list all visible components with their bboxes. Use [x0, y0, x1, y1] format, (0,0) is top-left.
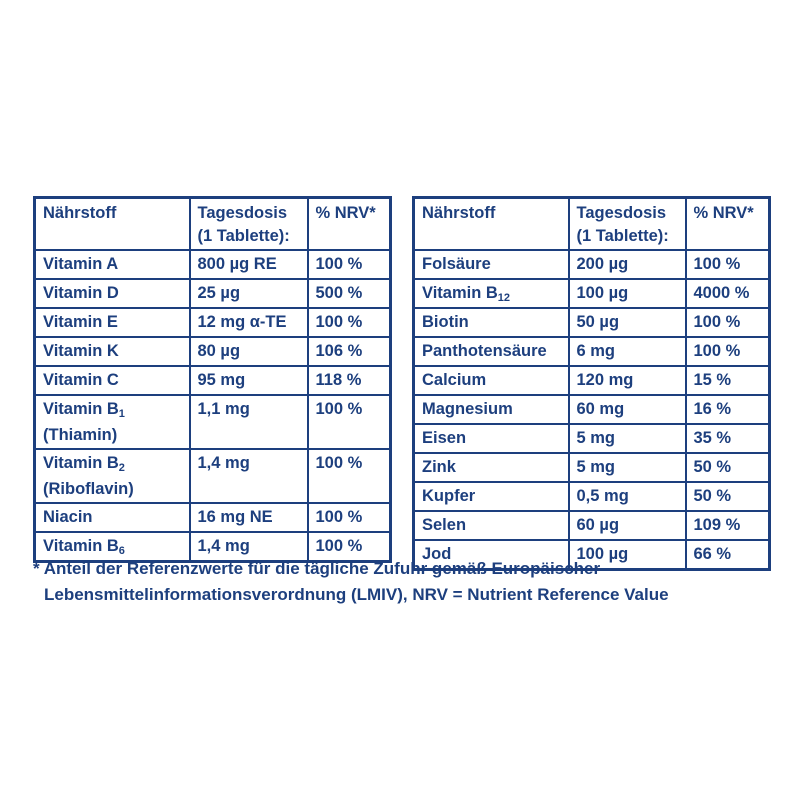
nutrient-name: Calcium	[414, 366, 569, 395]
table-row	[414, 308, 770, 337]
nutrient-name: Vitamin K	[35, 337, 190, 366]
nrv-percent: 4000 %	[686, 279, 770, 308]
nrv-percent: 100 %	[686, 308, 770, 337]
table-row	[414, 453, 770, 482]
table-row	[414, 279, 770, 308]
nutrient-name: Vitamin $B_{12}$	[414, 279, 569, 308]
nrv-percent: 50 %	[686, 453, 770, 482]
nutrient-name: Eisen	[414, 424, 569, 453]
table-row	[414, 482, 770, 511]
nutrient-name: Vitamin E	[35, 308, 190, 337]
nrv-percent: 16 %	[686, 395, 770, 424]
table-row	[35, 250, 391, 279]
daily-dose: 1,1 mg	[190, 395, 308, 449]
daily-dose: 0,5 mg	[569, 482, 686, 511]
footnote-line1: * Anteil der Referenzwerte für die tägliche Zufuhr gemäß Europäischer	[33, 559, 601, 578]
daily-dose: 800 µg RE	[190, 250, 308, 279]
nutrient-name: Zink	[414, 453, 569, 482]
daily-dose: 6 mg	[569, 337, 686, 366]
daily-dose: 120 mg	[569, 366, 686, 395]
nrv-percent: 109 %	[686, 511, 770, 540]
daily-dose: 100 µg	[569, 540, 686, 570]
daily-dose: 12 mg α-TE	[190, 308, 308, 337]
daily-dose: 5 mg	[569, 424, 686, 453]
footnote-line2: Lebensmittelinformationsverordnung (LMIV), NRV = Nutrient Reference Value	[44, 585, 669, 604]
daily-dose: 100 µg	[569, 279, 686, 308]
daily-dose: 5 mg	[569, 453, 686, 482]
header-daily-dose	[569, 198, 686, 250]
nutrient-name: Niacin	[35, 503, 190, 532]
header-daily-dose-line1: Tagesdosis	[576, 204, 667, 222]
nutrient-name-line1: Vitamin $B_1$	[43, 399, 125, 420]
nrv-percent: 66 %	[686, 540, 770, 570]
table-row	[414, 250, 770, 279]
header-daily-dose-line2: (1 Tablette):	[197, 227, 290, 245]
nutrient-name-line2: (Thiamin)	[43, 425, 118, 444]
header-nrv: % NRV*	[308, 198, 391, 250]
nutrient-name: Jod	[414, 540, 569, 570]
nutrient-name: Folsäure	[414, 250, 569, 279]
table-row	[35, 449, 391, 503]
table-header-row	[414, 198, 770, 250]
daily-dose: 16 mg NE	[190, 503, 308, 532]
daily-dose: 60 mg	[569, 395, 686, 424]
nutrient-name: Vitamin $B_6$	[35, 532, 190, 562]
nutrient-name: Vitamin D	[35, 279, 190, 308]
nutrient-name: Kupfer	[414, 482, 569, 511]
header-daily-dose	[190, 198, 308, 250]
table-row	[35, 395, 391, 449]
nrv-percent: 100 %	[686, 250, 770, 279]
nrv-percent: 500 %	[308, 279, 391, 308]
daily-dose: 25 µg	[190, 279, 308, 308]
daily-dose: 50 µg	[569, 308, 686, 337]
header-daily-dose-line2: (1 Tablette):	[576, 227, 669, 245]
nrv-percent: 35 %	[686, 424, 770, 453]
nrv-percent: 50 %	[686, 482, 770, 511]
daily-dose: 1,4 mg	[190, 532, 308, 562]
nutrition-table-right	[412, 196, 771, 571]
footnote	[33, 556, 773, 608]
nrv-percent: 118 %	[308, 366, 391, 395]
header-nutrient: Nährstoff	[35, 198, 190, 250]
nutrient-name: Vitamin A	[35, 250, 190, 279]
daily-dose: 1,4 mg	[190, 449, 308, 503]
nutrient-name: Selen	[414, 511, 569, 540]
daily-dose: 95 mg	[190, 366, 308, 395]
header-daily-dose-line1: Tagesdosis	[197, 204, 288, 222]
daily-dose: 200 µg	[569, 250, 686, 279]
table-header-row	[35, 198, 391, 250]
nrv-percent: 100 %	[308, 532, 391, 562]
nutrient-name-line2: (Riboflavin)	[43, 479, 134, 498]
table-row	[414, 424, 770, 453]
daily-dose: 60 µg	[569, 511, 686, 540]
nutrient-name: Magnesium	[414, 395, 569, 424]
header-nutrient: Nährstoff	[414, 198, 569, 250]
header-nrv: % NRV*	[686, 198, 770, 250]
nutrient-name: Biotin	[414, 308, 569, 337]
nutrient-name	[35, 449, 190, 503]
nrv-percent: 100 %	[686, 337, 770, 366]
table-row	[35, 503, 391, 532]
table-row	[35, 308, 391, 337]
nrv-percent: 15 %	[686, 366, 770, 395]
nutrient-name-line1: Vitamin $B_2$	[43, 453, 125, 474]
nrv-percent: 106 %	[308, 337, 391, 366]
table-row	[35, 337, 391, 366]
nutrient-name: Vitamin C	[35, 366, 190, 395]
table-row	[414, 395, 770, 424]
nrv-percent: 100 %	[308, 449, 391, 503]
nrv-percent: 100 %	[308, 395, 391, 449]
table-row	[414, 337, 770, 366]
nrv-percent: 100 %	[308, 250, 391, 279]
nutrient-name	[35, 395, 190, 449]
table-row	[414, 511, 770, 540]
nrv-percent: 100 %	[308, 308, 391, 337]
table-row	[414, 366, 770, 395]
nrv-percent: 100 %	[308, 503, 391, 532]
nutrient-name: Panthotensäure	[414, 337, 569, 366]
table-row	[35, 279, 391, 308]
nutrition-table-left	[33, 196, 392, 563]
daily-dose: 80 µg	[190, 337, 308, 366]
table-row	[35, 366, 391, 395]
